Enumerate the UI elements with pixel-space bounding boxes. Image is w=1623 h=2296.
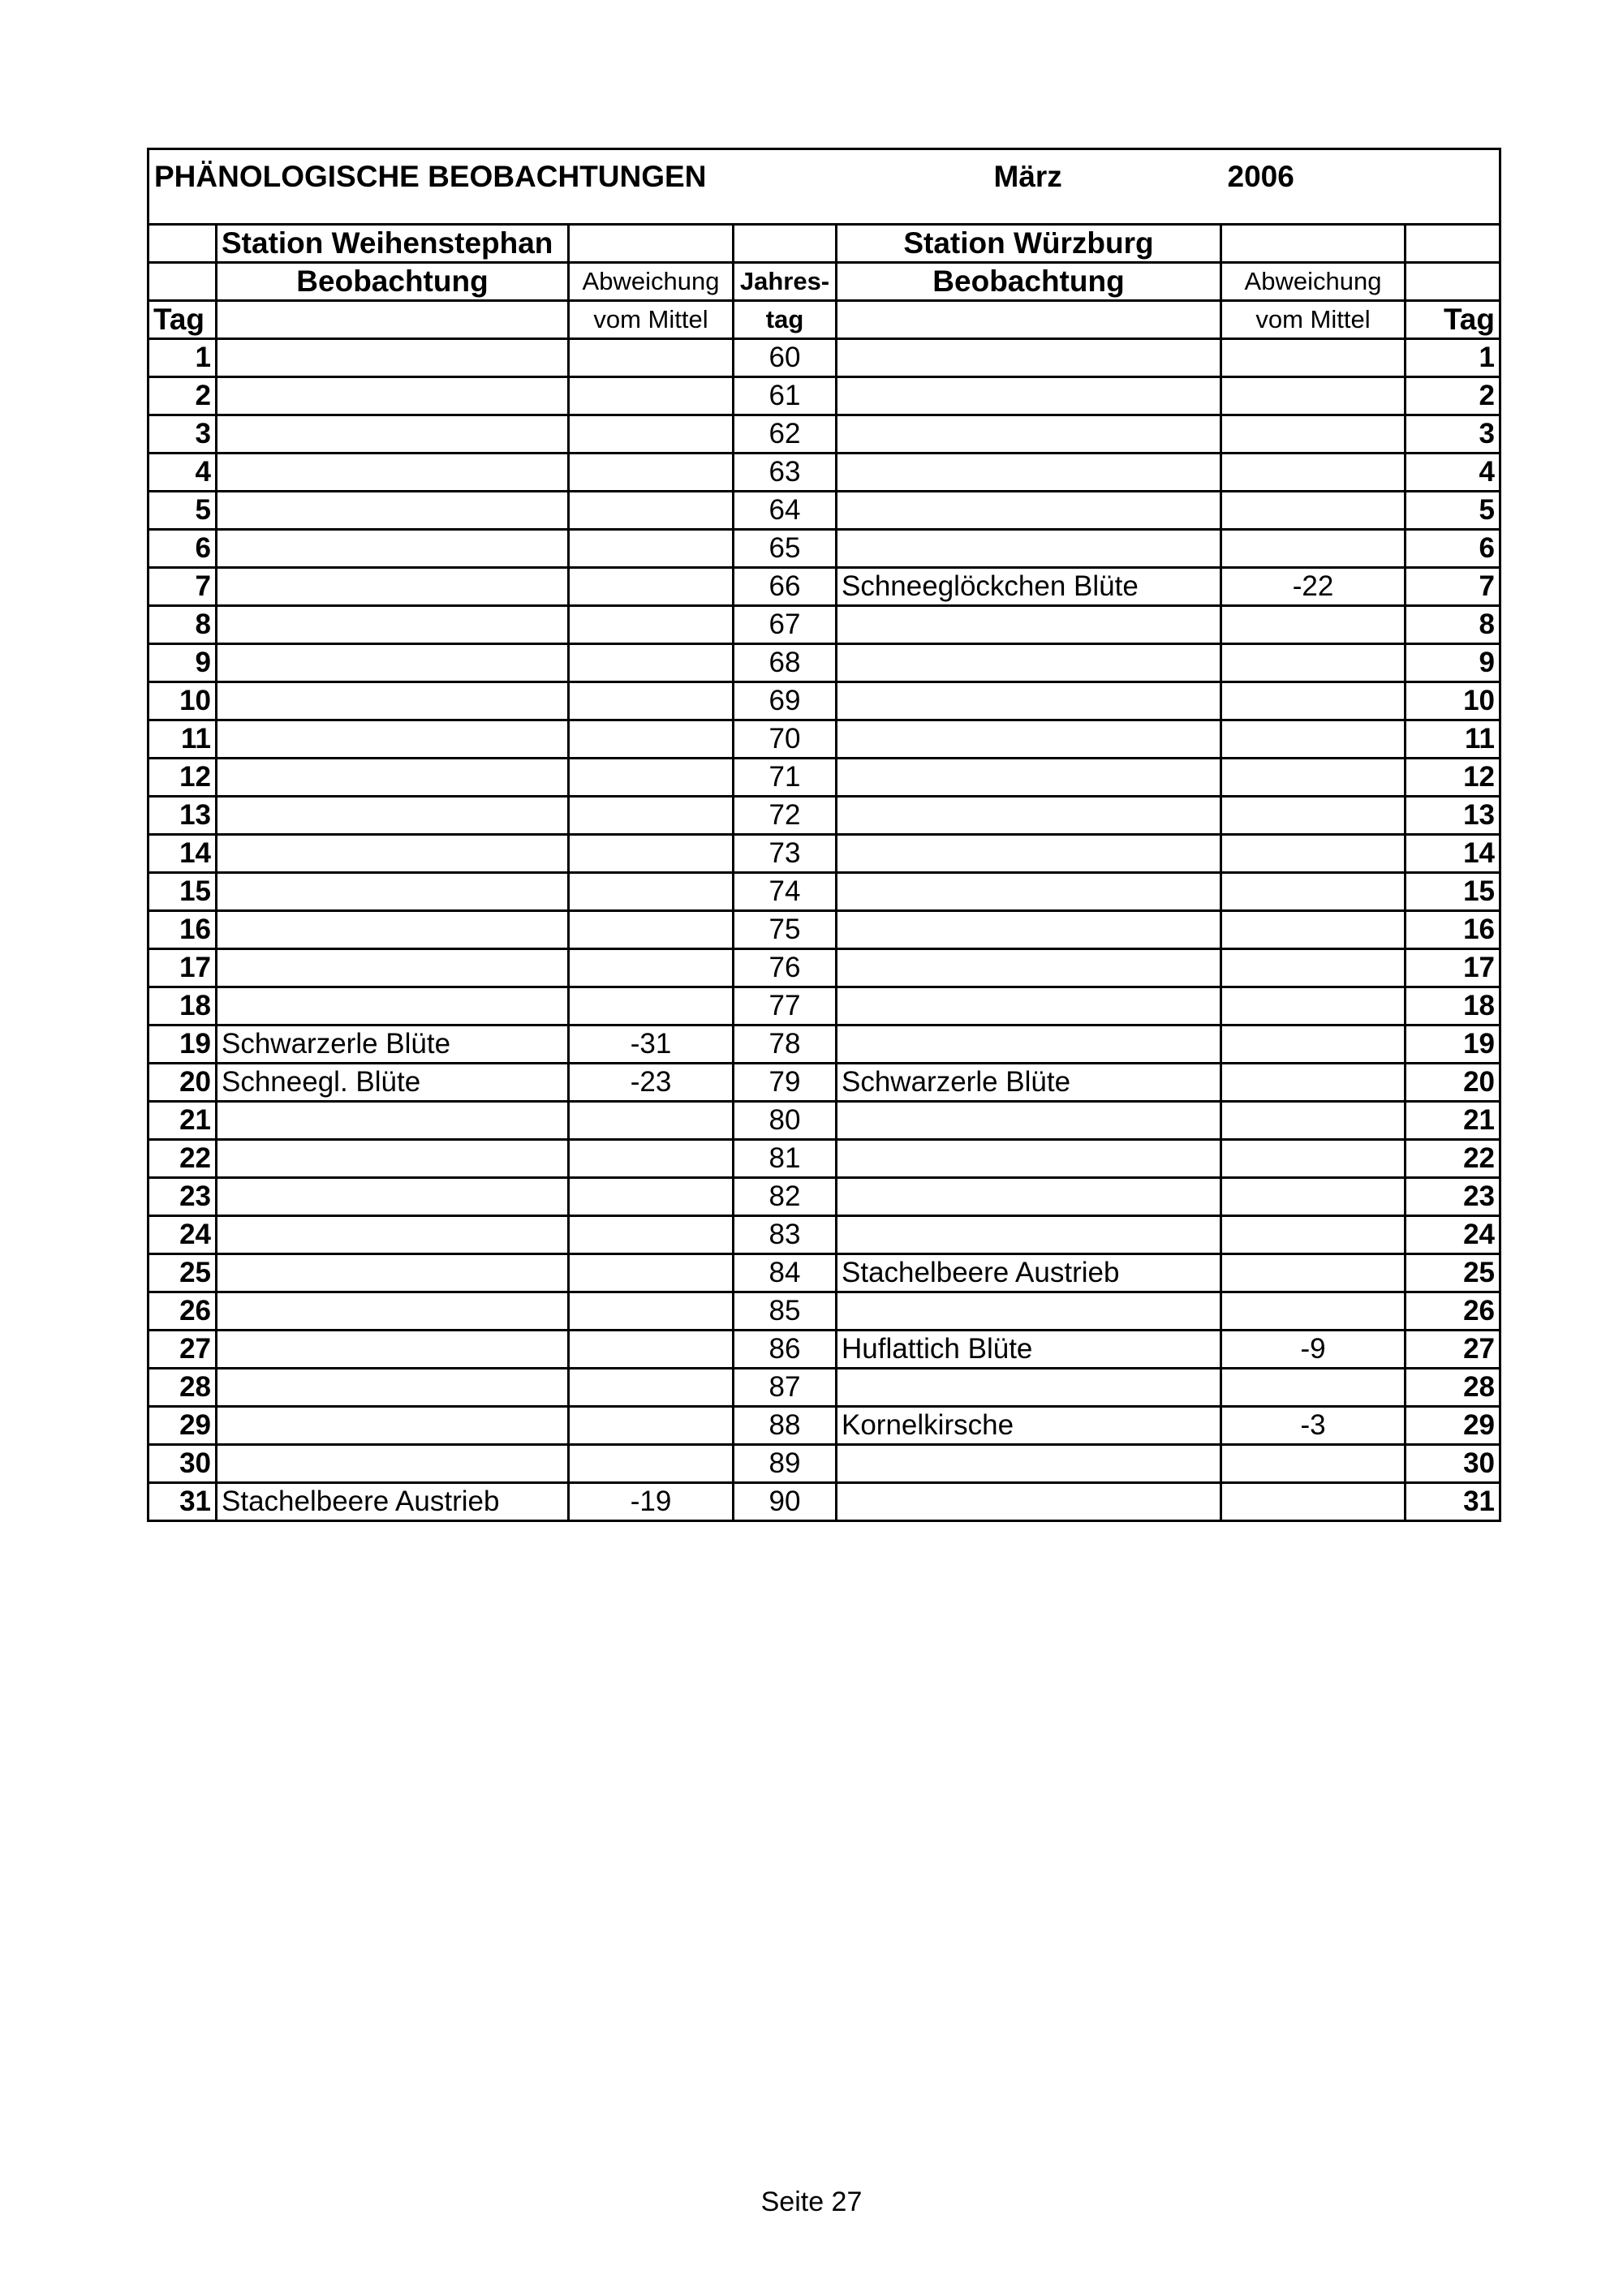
- wuerzburg-deviation-cell: [1221, 377, 1406, 415]
- header-row-stations: [149, 225, 1500, 263]
- wuerzburg-deviation-cell: [1221, 454, 1406, 492]
- title-cell: [149, 149, 1500, 225]
- wuerzburg-deviation-cell: -22: [1221, 568, 1406, 606]
- weihenstephan-observation-cell: [217, 1445, 569, 1483]
- tag-right-cell: 6: [1406, 530, 1500, 568]
- weihenstephan-observation-cell: [217, 1331, 569, 1369]
- table-row: [149, 644, 1500, 682]
- weihenstephan-observation-cell: [217, 1369, 569, 1407]
- wuerzburg-observation-cell: [837, 835, 1221, 873]
- wuerzburg-observation-cell: [837, 1102, 1221, 1140]
- tag-left-cell: 18: [149, 987, 217, 1025]
- tag-right-cell: 8: [1406, 606, 1500, 644]
- header-row-beobachtung: [149, 263, 1500, 301]
- tag-right-cell: 24: [1406, 1216, 1500, 1254]
- wuerzburg-observation-cell: [837, 1025, 1221, 1064]
- weihenstephan-deviation-cell: [569, 835, 734, 873]
- tag-left-cell: 4: [149, 454, 217, 492]
- tag-left-cell: 6: [149, 530, 217, 568]
- table-row: [149, 1407, 1500, 1445]
- weihenstephan-observation-cell: [217, 1254, 569, 1292]
- jahrestag-cell: 89: [734, 1445, 837, 1483]
- wuerzburg-observation-cell: Schneeglöckchen Blüte: [837, 568, 1221, 606]
- tag-left-cell: 11: [149, 720, 217, 759]
- table-row: [149, 1369, 1500, 1407]
- tag-right-cell: 14: [1406, 835, 1500, 873]
- table-row: [149, 339, 1500, 377]
- table-row: [149, 1140, 1500, 1178]
- tag-right-cell: 13: [1406, 797, 1500, 835]
- jahrestag-cell: 69: [734, 682, 837, 720]
- weihenstephan-deviation-cell: [569, 949, 734, 987]
- weihenstephan-observation-cell: [217, 720, 569, 759]
- tag-right-cell: 12: [1406, 759, 1500, 797]
- page-title: PHÄNOLOGISCHE BEOBACHTUNGEN: [154, 160, 707, 193]
- tag-left-cell: 2: [149, 377, 217, 415]
- table-row: [149, 1331, 1500, 1369]
- table-row: [149, 1064, 1500, 1102]
- wuerzburg-deviation-cell: [1221, 644, 1406, 682]
- weihenstephan-observation-cell: [217, 949, 569, 987]
- tag-right-cell: 5: [1406, 492, 1500, 530]
- jahrestag-cell: 77: [734, 987, 837, 1025]
- tag-right-cell: 25: [1406, 1254, 1500, 1292]
- table-row: [149, 377, 1500, 415]
- table-row: [149, 568, 1500, 606]
- wuerzburg-observation-cell: [837, 1483, 1221, 1521]
- tag-right-cell: 4: [1406, 454, 1500, 492]
- wuerzburg-observation-cell: [837, 492, 1221, 530]
- weihenstephan-deviation-cell: [569, 377, 734, 415]
- jahrestag-cell: 85: [734, 1292, 837, 1331]
- wuerzburg-deviation-cell: [1221, 949, 1406, 987]
- weihenstephan-observation-cell: [217, 644, 569, 682]
- wuerzburg-observation-cell: [837, 911, 1221, 949]
- jahrestag-cell: 61: [734, 377, 837, 415]
- header-cell: [1406, 263, 1500, 301]
- tag-left-cell: 13: [149, 797, 217, 835]
- table-row: [149, 911, 1500, 949]
- jahrestag-cell: 76: [734, 949, 837, 987]
- tag-left-cell: 27: [149, 1331, 217, 1369]
- table-row: [149, 530, 1500, 568]
- tag-left-cell: 17: [149, 949, 217, 987]
- wuerzburg-deviation-cell: [1221, 339, 1406, 377]
- jahrestag-cell: 83: [734, 1216, 837, 1254]
- wuerzburg-observation-cell: [837, 1140, 1221, 1178]
- jahrestag-cell: 62: [734, 415, 837, 454]
- jahrestag-cell: 84: [734, 1254, 837, 1292]
- tag-left-cell: 29: [149, 1407, 217, 1445]
- wuerzburg-observation-cell: [837, 530, 1221, 568]
- weihenstephan-observation-cell: [217, 1140, 569, 1178]
- wuerzburg-deviation-cell: [1221, 911, 1406, 949]
- tag-left-header: Tag: [149, 301, 217, 339]
- jahrestag-cell: 64: [734, 492, 837, 530]
- tag-right-cell: 3: [1406, 415, 1500, 454]
- weihenstephan-observation-cell: Schneegl. Blüte: [217, 1064, 569, 1102]
- tag-left-cell: 15: [149, 873, 217, 911]
- table-row: [149, 454, 1500, 492]
- weihenstephan-observation-cell: [217, 606, 569, 644]
- table-row: [149, 835, 1500, 873]
- weihenstephan-observation-cell: [217, 415, 569, 454]
- tag-right-cell: 30: [1406, 1445, 1500, 1483]
- tag-right-cell: 10: [1406, 682, 1500, 720]
- weihenstephan-observation-cell: [217, 759, 569, 797]
- wuerzburg-observation-cell: Kornelkirsche: [837, 1407, 1221, 1445]
- table-row: [149, 1483, 1500, 1521]
- table-row: [149, 415, 1500, 454]
- weihenstephan-deviation-cell: [569, 1140, 734, 1178]
- wuerzburg-observation-cell: Huflattich Blüte: [837, 1331, 1221, 1369]
- weihenstephan-deviation-cell: [569, 1369, 734, 1407]
- weihenstephan-observation-cell: [217, 1216, 569, 1254]
- header-cell: [837, 301, 1221, 339]
- wuerzburg-observation-cell: [837, 1369, 1221, 1407]
- tag-right-cell: 19: [1406, 1025, 1500, 1064]
- weihenstephan-observation-cell: [217, 1102, 569, 1140]
- weihenstephan-observation-cell: [217, 454, 569, 492]
- tag-right-cell: 23: [1406, 1178, 1500, 1216]
- weihenstephan-deviation-cell: [569, 1407, 734, 1445]
- wuerzburg-deviation-cell: [1221, 1483, 1406, 1521]
- abweichung-left-header: Abweichung: [569, 263, 734, 301]
- tag-left-cell: 12: [149, 759, 217, 797]
- weihenstephan-deviation-cell: [569, 339, 734, 377]
- weihenstephan-deviation-cell: [569, 911, 734, 949]
- wuerzburg-observation-cell: [837, 377, 1221, 415]
- wuerzburg-observation-cell: [837, 1292, 1221, 1331]
- weihenstephan-deviation-cell: [569, 1216, 734, 1254]
- jahrestag-cell: 67: [734, 606, 837, 644]
- jahrestag-cell: 73: [734, 835, 837, 873]
- wuerzburg-deviation-cell: [1221, 720, 1406, 759]
- tag-left-cell: 16: [149, 911, 217, 949]
- weihenstephan-deviation-cell: [569, 454, 734, 492]
- table-row: [149, 987, 1500, 1025]
- tag-left-cell: 9: [149, 644, 217, 682]
- jahrestag-cell: 88: [734, 1407, 837, 1445]
- table-row: [149, 1292, 1500, 1331]
- table-row: [149, 1254, 1500, 1292]
- wuerzburg-deviation-cell: [1221, 492, 1406, 530]
- weihenstephan-observation-cell: [217, 987, 569, 1025]
- weihenstephan-deviation-cell: [569, 1254, 734, 1292]
- jahrestag-cell: 79: [734, 1064, 837, 1102]
- wuerzburg-observation-cell: Schwarzerle Blüte: [837, 1064, 1221, 1102]
- weihenstephan-deviation-cell: [569, 797, 734, 835]
- jahrestag-cell: 87: [734, 1369, 837, 1407]
- wuerzburg-deviation-cell: [1221, 1445, 1406, 1483]
- tag-left-cell: 20: [149, 1064, 217, 1102]
- tag-right-cell: 11: [1406, 720, 1500, 759]
- header-cell: [1221, 225, 1406, 263]
- wuerzburg-observation-cell: [837, 415, 1221, 454]
- jahrestag-cell: 70: [734, 720, 837, 759]
- tag-left-cell: 24: [149, 1216, 217, 1254]
- tag-right-cell: 2: [1406, 377, 1500, 415]
- table-row: [149, 720, 1500, 759]
- table-row: [149, 1025, 1500, 1064]
- tag-right-cell: 1: [1406, 339, 1500, 377]
- weihenstephan-observation-cell: [217, 911, 569, 949]
- table-row: [149, 682, 1500, 720]
- weihenstephan-observation-cell: [217, 1178, 569, 1216]
- weihenstephan-observation-cell: [217, 797, 569, 835]
- jahrestag-cell: 80: [734, 1102, 837, 1140]
- wuerzburg-observation-cell: [837, 797, 1221, 835]
- header-row-tag: [149, 301, 1500, 339]
- weihenstephan-deviation-cell: -23: [569, 1064, 734, 1102]
- wuerzburg-deviation-cell: [1221, 759, 1406, 797]
- weihenstephan-deviation-cell: [569, 415, 734, 454]
- abweichung-right-header: Abweichung: [1221, 263, 1406, 301]
- tag-left-cell: 3: [149, 415, 217, 454]
- jahrestag-cell: 75: [734, 911, 837, 949]
- wuerzburg-deviation-cell: [1221, 1140, 1406, 1178]
- wuerzburg-deviation-cell: [1221, 1025, 1406, 1064]
- tag-right-cell: 27: [1406, 1331, 1500, 1369]
- weihenstephan-deviation-cell: [569, 873, 734, 911]
- tag-left-cell: 14: [149, 835, 217, 873]
- header-cell: [217, 301, 569, 339]
- weihenstephan-observation-cell: [217, 1292, 569, 1331]
- tag-right-cell: 22: [1406, 1140, 1500, 1178]
- weihenstephan-deviation-cell: [569, 1178, 734, 1216]
- weihenstephan-deviation-cell: [569, 606, 734, 644]
- wuerzburg-observation-cell: [837, 454, 1221, 492]
- tag-right-cell: 18: [1406, 987, 1500, 1025]
- wuerzburg-observation-cell: [837, 1445, 1221, 1483]
- weihenstephan-observation-cell: [217, 492, 569, 530]
- wuerzburg-deviation-cell: [1221, 1178, 1406, 1216]
- wuerzburg-deviation-cell: [1221, 682, 1406, 720]
- tag-left-cell: 7: [149, 568, 217, 606]
- weihenstephan-deviation-cell: [569, 1331, 734, 1369]
- weihenstephan-observation-cell: [217, 377, 569, 415]
- wuerzburg-deviation-cell: [1221, 797, 1406, 835]
- table-row: [149, 606, 1500, 644]
- weihenstephan-deviation-cell: [569, 987, 734, 1025]
- table-row: [149, 1102, 1500, 1140]
- weihenstephan-deviation-cell: [569, 720, 734, 759]
- weihenstephan-deviation-cell: [569, 1292, 734, 1331]
- tag-left-cell: 28: [149, 1369, 217, 1407]
- jahrestag-cell: 65: [734, 530, 837, 568]
- table-row: [149, 873, 1500, 911]
- header-cell: [149, 225, 217, 263]
- header-cell: [569, 225, 734, 263]
- wuerzburg-observation-cell: [837, 339, 1221, 377]
- jahres-header: Jahres-: [734, 263, 837, 301]
- weihenstephan-observation-cell: [217, 835, 569, 873]
- wuerzburg-observation-cell: [837, 987, 1221, 1025]
- jahrestag-cell: 63: [734, 454, 837, 492]
- year-label: 2006: [1227, 160, 1294, 193]
- weihenstephan-deviation-cell: [569, 530, 734, 568]
- tag-right-cell: 17: [1406, 949, 1500, 987]
- wuerzburg-deviation-cell: -9: [1221, 1331, 1406, 1369]
- wuerzburg-observation-cell: [837, 1178, 1221, 1216]
- wuerzburg-deviation-cell: [1221, 835, 1406, 873]
- tag-right-cell: 7: [1406, 568, 1500, 606]
- jahrestag-tag-header: tag: [734, 301, 837, 339]
- wuerzburg-deviation-cell: [1221, 1292, 1406, 1331]
- tag-right-cell: 15: [1406, 873, 1500, 911]
- wuerzburg-observation-cell: [837, 873, 1221, 911]
- tag-left-cell: 5: [149, 492, 217, 530]
- weihenstephan-observation-cell: [217, 873, 569, 911]
- tag-right-cell: 16: [1406, 911, 1500, 949]
- wuerzburg-deviation-cell: [1221, 987, 1406, 1025]
- jahrestag-cell: 60: [734, 339, 837, 377]
- tag-left-cell: 23: [149, 1178, 217, 1216]
- wuerzburg-observation-cell: [837, 720, 1221, 759]
- weihenstephan-deviation-cell: [569, 1445, 734, 1483]
- weihenstephan-deviation-cell: [569, 759, 734, 797]
- tag-left-cell: 31: [149, 1483, 217, 1521]
- wuerzburg-deviation-cell: [1221, 415, 1406, 454]
- tag-right-cell: 21: [1406, 1102, 1500, 1140]
- tag-right-cell: 28: [1406, 1369, 1500, 1407]
- wuerzburg-observation-cell: [837, 759, 1221, 797]
- jahrestag-cell: 81: [734, 1140, 837, 1178]
- weihenstephan-deviation-cell: -19: [569, 1483, 734, 1521]
- tag-left-cell: 10: [149, 682, 217, 720]
- weihenstephan-observation-cell: Stachelbeere Austrieb: [217, 1483, 569, 1521]
- weihenstephan-deviation-cell: -31: [569, 1025, 734, 1064]
- wuerzburg-observation-cell: [837, 606, 1221, 644]
- wuerzburg-observation-cell: [837, 682, 1221, 720]
- tag-left-cell: 21: [149, 1102, 217, 1140]
- wuerzburg-deviation-cell: [1221, 873, 1406, 911]
- tag-right-header: Tag: [1406, 301, 1500, 339]
- table-row: [149, 949, 1500, 987]
- beobachtung-right-header: Beobachtung: [837, 263, 1221, 301]
- wuerzburg-observation-cell: Stachelbeere Austrieb: [837, 1254, 1221, 1292]
- tag-right-cell: 9: [1406, 644, 1500, 682]
- jahrestag-cell: 78: [734, 1025, 837, 1064]
- wuerzburg-deviation-cell: [1221, 1369, 1406, 1407]
- tag-right-cell: 31: [1406, 1483, 1500, 1521]
- wuerzburg-deviation-cell: [1221, 606, 1406, 644]
- jahrestag-cell: 68: [734, 644, 837, 682]
- jahrestag-cell: 74: [734, 873, 837, 911]
- jahrestag-cell: 71: [734, 759, 837, 797]
- weihenstephan-deviation-cell: [569, 682, 734, 720]
- weihenstephan-observation-cell: [217, 339, 569, 377]
- wuerzburg-deviation-cell: [1221, 1102, 1406, 1140]
- header-cell: [149, 263, 217, 301]
- weihenstephan-deviation-cell: [569, 1102, 734, 1140]
- weihenstephan-observation-cell: [217, 530, 569, 568]
- weihenstephan-deviation-cell: [569, 568, 734, 606]
- wuerzburg-deviation-cell: [1221, 1064, 1406, 1102]
- jahrestag-cell: 86: [734, 1331, 837, 1369]
- observation-table: [147, 148, 1501, 1522]
- table-row: [149, 1216, 1500, 1254]
- weihenstephan-observation-cell: [217, 568, 569, 606]
- jahrestag-cell: 82: [734, 1178, 837, 1216]
- tag-right-cell: 20: [1406, 1064, 1500, 1102]
- weihenstephan-observation-cell: [217, 1407, 569, 1445]
- tag-right-cell: 26: [1406, 1292, 1500, 1331]
- tag-left-cell: 22: [149, 1140, 217, 1178]
- wuerzburg-deviation-cell: [1221, 1216, 1406, 1254]
- tag-left-cell: 25: [149, 1254, 217, 1292]
- header-cell: [1406, 225, 1500, 263]
- weihenstephan-deviation-cell: [569, 492, 734, 530]
- table-row: [149, 1445, 1500, 1483]
- title-row: [149, 149, 1500, 225]
- table-row: [149, 759, 1500, 797]
- beobachtung-left-header: Beobachtung: [217, 263, 569, 301]
- weihenstephan-deviation-cell: [569, 644, 734, 682]
- tag-left-cell: 19: [149, 1025, 217, 1064]
- tag-left-cell: 8: [149, 606, 217, 644]
- jahrestag-cell: 90: [734, 1483, 837, 1521]
- page-number: Seite 27: [760, 2186, 863, 2217]
- wuerzburg-deviation-cell: -3: [1221, 1407, 1406, 1445]
- wuerzburg-observation-cell: [837, 949, 1221, 987]
- header-cell: [734, 225, 837, 263]
- month-label: März: [993, 160, 1062, 193]
- tag-left-cell: 26: [149, 1292, 217, 1331]
- tag-right-cell: 29: [1406, 1407, 1500, 1445]
- wuerzburg-deviation-cell: [1221, 530, 1406, 568]
- jahrestag-cell: 66: [734, 568, 837, 606]
- vom-mittel-left-header: vom Mittel: [569, 301, 734, 339]
- weihenstephan-observation-cell: Schwarzerle Blüte: [217, 1025, 569, 1064]
- station-right-header: Station Würzburg: [837, 225, 1221, 263]
- vom-mittel-right-header: vom Mittel: [1221, 301, 1406, 339]
- wuerzburg-deviation-cell: [1221, 1254, 1406, 1292]
- wuerzburg-observation-cell: [837, 1216, 1221, 1254]
- jahrestag-cell: 72: [734, 797, 837, 835]
- tag-left-cell: 30: [149, 1445, 217, 1483]
- tag-left-cell: 1: [149, 339, 217, 377]
- table-row: [149, 492, 1500, 530]
- table-row: [149, 1178, 1500, 1216]
- table-row: [149, 797, 1500, 835]
- station-left-header: Station Weihenstephan: [217, 225, 569, 263]
- wuerzburg-observation-cell: [837, 644, 1221, 682]
- weihenstephan-observation-cell: [217, 682, 569, 720]
